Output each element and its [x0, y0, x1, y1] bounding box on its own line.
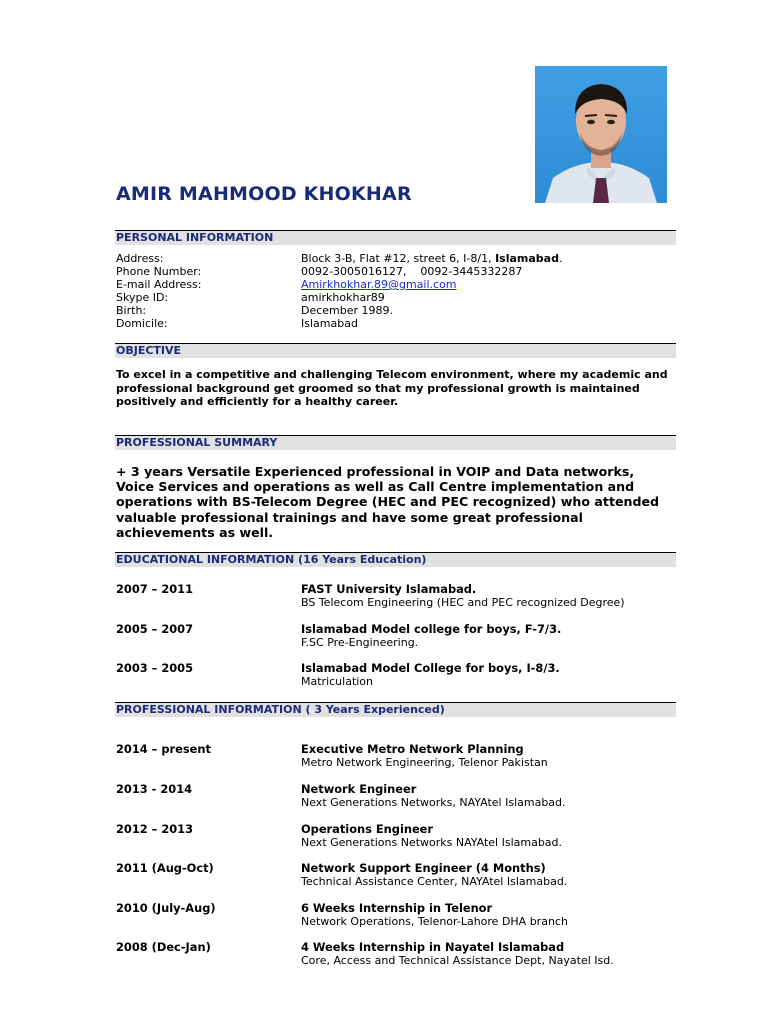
section-title: PERSONAL INFORMATION: [116, 231, 274, 244]
section-title: PROFESSIONAL SUMMARY: [116, 436, 278, 449]
edu-institution: Islamabad Model college for boys, F-7/3.: [301, 622, 562, 636]
job-title: Executive Metro Network Planning: [301, 742, 524, 756]
address-value: [301, 252, 562, 265]
domicile-label: Domicile:: [116, 317, 168, 330]
job-years: 2010 (July-Aug): [116, 901, 216, 915]
edu-years: 2007 – 2011: [116, 582, 194, 596]
job-title: Network Engineer: [301, 782, 417, 796]
job-employer: Next Generations Networks NAYAtel Islamabad.: [301, 836, 563, 849]
job-years: 2011 (Aug-Oct): [116, 861, 214, 875]
job-title: 4 Weeks Internship in Nayatel Islamabad: [301, 940, 565, 954]
section-header-summary: [115, 435, 676, 450]
address-text: Block 3-B, Flat #12, street 6, I-8/1,: [301, 252, 492, 265]
edu-years: 2003 – 2005: [116, 661, 194, 675]
phone-value: 0092-3005016127, 0092-3445332287: [301, 265, 523, 278]
job-employer: Network Operations, Telenor-Lahore DHA branch: [301, 915, 568, 928]
address-city: Islamabad: [495, 252, 559, 265]
address-label: Address:: [116, 252, 164, 265]
job-title: Network Support Engineer (4 Months): [301, 861, 546, 875]
edu-institution: Islamabad Model College for boys, I-8/3.: [301, 661, 560, 675]
job-years: 2008 (Dec-Jan): [116, 940, 211, 954]
email-label: E-mail Address:: [116, 278, 202, 291]
edu-degree: F.SC Pre-Engineering.: [301, 636, 419, 649]
edu-degree: BS Telecom Engineering (HEC and PEC recognized Degree): [301, 596, 625, 609]
birth-value: December 1989.: [301, 304, 394, 317]
profile-photo: [535, 66, 667, 203]
skype-label: Skype ID:: [116, 291, 169, 304]
section-header-education: [115, 552, 676, 567]
job-years: 2013 - 2014: [116, 782, 193, 796]
email-link[interactable]: Amirkhokhar.89@gmail.com: [301, 278, 457, 291]
job-years: 2014 – present: [116, 742, 211, 756]
edu-degree: Matriculation: [301, 675, 374, 688]
section-title: PROFESSIONAL INFORMATION ( 3 Years Experienced): [116, 703, 445, 716]
phone-label: Phone Number:: [116, 265, 202, 278]
job-years: 2012 – 2013: [116, 822, 194, 836]
job-employer: Core, Access and Technical Assistance Dept, Nayatel Isd.: [301, 954, 614, 967]
section-title: OBJECTIVE: [116, 344, 182, 357]
birth-label: Birth:: [116, 304, 147, 317]
job-employer: Technical Assistance Center, NAYAtel Islamabad.: [301, 875, 568, 888]
domicile-value: Islamabad: [301, 317, 358, 330]
edu-years: 2005 – 2007: [116, 622, 194, 636]
summary-text: + 3 years Versatile Experienced professional in VOIP and Data networks, Voice Services and operations as well as Call Centre implementation and operations with BS-Telecom Degree (HEC and PEC recognized) who attended valuable professional trainings and have some great professional achievements as well.: [116, 464, 660, 540]
section-title: EDUCATIONAL INFORMATION (16 Years Education): [116, 553, 427, 566]
candidate-name: AMIR MAHMOOD KHOKHAR: [116, 183, 412, 205]
job-title: 6 Weeks Internship in Telenor: [301, 901, 493, 915]
address-tail: .: [558, 252, 563, 265]
edu-institution: FAST University Islamabad.: [301, 582, 477, 596]
section-header-objective: [115, 343, 676, 358]
skype-value: amirkhokhar89: [301, 291, 385, 304]
job-title: Operations Engineer: [301, 822, 434, 836]
objective-text: To excel in a competitive and challenging Telecom environment, where my academic and professional background get groomed so that my professional growth is maintained positively and efficiently for a healthy career.: [116, 368, 668, 408]
section-header-personal: [115, 230, 676, 245]
section-header-experience: [115, 702, 676, 717]
portrait-illustration: [535, 66, 667, 203]
job-employer: Metro Network Engineering, Telenor Pakistan: [301, 756, 548, 769]
email-value: [301, 278, 457, 291]
job-employer: Next Generations Networks, NAYAtel Islamabad.: [301, 796, 566, 809]
